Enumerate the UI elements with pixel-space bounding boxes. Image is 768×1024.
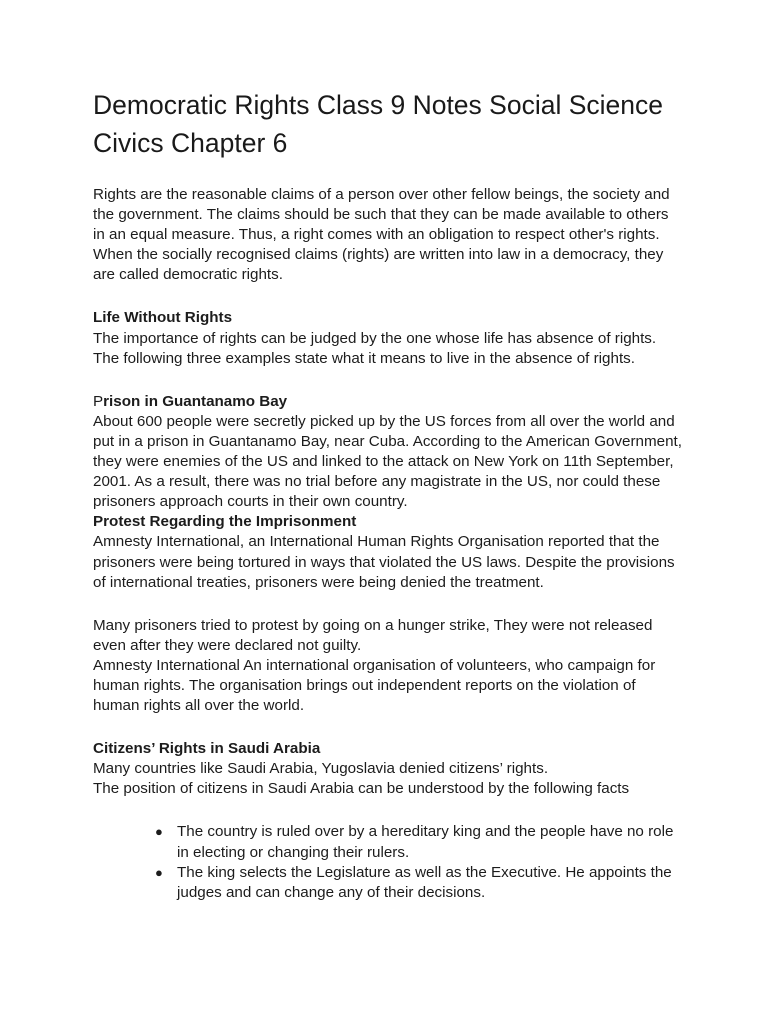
heading-prefix: P	[93, 392, 104, 410]
spacer	[93, 593, 683, 616]
list-item	[155, 863, 683, 903]
spacer	[93, 369, 683, 392]
bullet-icon: ●	[155, 864, 163, 880]
list-item-text: The king selects the Legislature as well as the Executive. He appoints the judges and can change any of their decisions.	[177, 863, 672, 901]
guantanamo-paragraph: About 600 people were secretly picked up by the US forces from all over the world and put in a prison in Guantanamo Bay, near Cuba. According to the American Government, they were enemies of the US and linked to the attack on New York on 11th September, 2001. As a result, there was no trial before any magistrate in the US, nor could these prisoners approach courts in their own country.	[93, 412, 682, 511]
section-heading-saudi: Citizens’ Rights in Saudi Arabia	[93, 740, 321, 758]
spacer	[93, 716, 683, 739]
protest-paragraph: Amnesty International, an International Human Rights Organisation reported that the prisoners were being tortured in ways that violated the US laws. Despite the provisions of international treaties, prisoners were being denied the treatment.	[93, 533, 675, 591]
document-page	[93, 86, 683, 903]
heading-rest: rison in Guantanamo Bay	[103, 392, 288, 410]
saudi-paragraph-1: Many countries like Saudi Arabia, Yugoslavia denied citizens’ rights.	[93, 760, 549, 778]
life-without-rights-paragraph: The importance of rights can be judged by the one whose life has absence of rights. The following three examples state what it means to live in the absence of rights.	[93, 329, 657, 367]
bullet-icon: ●	[155, 824, 163, 840]
hunger-strike-paragraph: Many prisoners tried to protest by going on a hunger strike, They were not released even after they were declared not guilty.	[93, 616, 653, 654]
section-heading-life-without-rights: Life Without Rights	[93, 309, 233, 327]
page-title: Democratic Rights Class 9 Notes Social Science Civics Chapter 6	[93, 90, 663, 158]
list-item-text: The country is ruled over by a hereditary king and the people have no role in electing or changing their rulers.	[177, 823, 674, 861]
saudi-facts-list	[93, 822, 683, 902]
spacer	[93, 285, 683, 308]
saudi-paragraph-2: The position of citizens in Saudi Arabia can be understood by the following facts	[93, 780, 630, 798]
list-item	[155, 822, 683, 862]
section-heading-protest: Protest Regarding the Imprisonment	[93, 513, 357, 531]
spacer	[93, 799, 683, 822]
amnesty-paragraph: Amnesty International An international organisation of volunteers, who campaign for human rights. The organisation brings out independent reports on the violation of human rights all over the world.	[93, 656, 656, 715]
intro-paragraph: Rights are the reasonable claims of a person over other fellow beings, the society and the government. The claims should be such that they can be made available to others in an equal measure. Thus, a right comes with an obligation to respect other's rights. When the socially recognised claims (rights) are written into law in a democracy, they are called democratic rights.	[93, 186, 670, 284]
section-heading-guantanamo	[93, 392, 683, 412]
